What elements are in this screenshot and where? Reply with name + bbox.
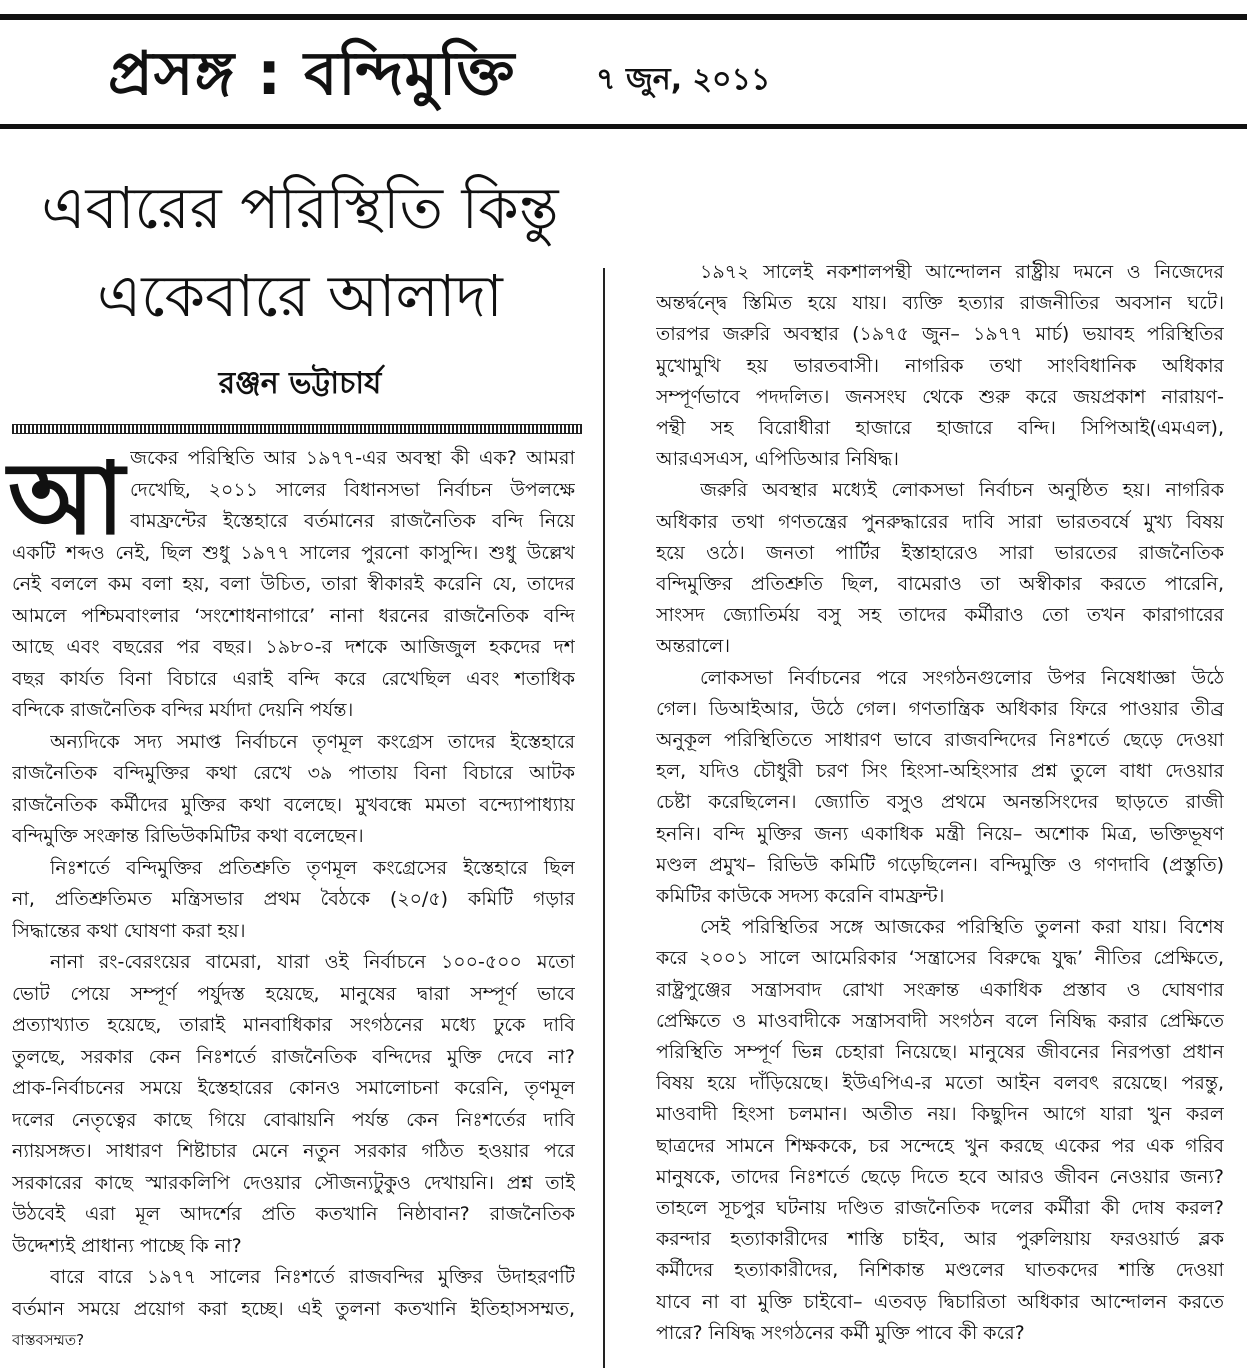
article-line: বাস্তবসম্মত? (12, 1331, 85, 1349)
article-line: অন্তরালে। (656, 635, 731, 658)
article-line: তুলছে, সরকার কেন নিঃশর্তে রাজনৈতিক বন্দিদের মুক্তি দেবে না? (12, 1045, 575, 1068)
article-line: ভোট পেয়ে সম্পূর্ণ পর্যুদস্ত হয়েছে, মানুষের দ্বারা সম্পূর্ণ ভাবে (12, 982, 575, 1005)
article-line: রাজনৈতিক বন্দিমুক্তির কথা রেখে ৩৯ পাতায় বিনা বিচারে আটক (12, 762, 575, 784)
article-line: পারে? নিষিদ্ধ সংগঠনের কর্মী মুক্তি পাবে কী করে? (656, 1321, 1025, 1344)
article-line: দলের নেতৃত্বের কাছে গিয়ে বোঝায়নি পর্যন্ত কেন নিঃশর্তের দাবি (12, 1108, 575, 1131)
article-line: রাষ্ট্রপুঞ্জের সন্ত্রাসবাদ রোখা সংক্রান্ত একাধিক প্রস্তাব ও ঘোষণার (656, 978, 1224, 1001)
article-line: সরকারের কাছে স্মারকলিপি দেওয়ার সৌজন্যটুকুও দেখায়নি। প্রশ্ন তাই (12, 1171, 575, 1194)
article-line: রাজনৈতিক কর্মীদের মুক্তির কথা বলেছে। মুখবন্ধে মমতা বন্দ্যোপাধ্যায় (12, 793, 575, 816)
article-line: জরুরি অবস্থার মধ্যেই লোকসভা নির্বাচন অনুষ্ঠিত হয়। নাগরিক (700, 479, 1224, 502)
article-line: যাবে না বা মুক্তি চাইবো– এতবড় দ্বিচারিতা অধিকার আন্দোলন করতে (656, 1290, 1224, 1313)
article-line: করন্দার হত্যাকারীদের শাস্তি চাইব, আর পুরুলিয়ায় ফরওয়ার্ড ব্লক (656, 1228, 1224, 1251)
article-line: করে ২০০১ সালে আমেরিকার ‘সন্ত্রাসের বিরুদ্ধে যুদ্ধ’ নীতির প্রেক্ষিতে, (656, 947, 1224, 970)
column-divider (603, 268, 605, 1368)
article-line: বিষয় হয়ে দাঁড়িয়েছে। ইউএপিএ-র মতো আইন বলবৎ রয়েছে। পরন্তু, (656, 1072, 1224, 1095)
article-line: প্রেক্ষিতে ও মাওবাদীকে সন্ত্রাসবাদী সংগঠন বলে নিষিদ্ধ করার প্রেক্ষিতে (656, 1009, 1224, 1032)
article-line: প্রত্যাখ্যাত হয়েছে, তারাই মানবাধিকার সংগঠনের মধ্যে ঢুকে দাবি (12, 1014, 575, 1036)
article-line: বারে বারে ১৯৭৭ সালের নিঃশর্তে রাজবন্দির মুক্তির উদাহরণটি (50, 1266, 575, 1288)
article-line: নানা রং-বেরংয়ের বামেরা, যারা ওই নির্বাচনে ১০০-৫০০ মতো (50, 951, 575, 973)
top-rule (0, 14, 1247, 20)
article-line: মানুষকে, তাদের নিঃশর্তে ছেড়ে দিতে হবে আরও জীবন নেওয়ার জন্য? (656, 1165, 1224, 1188)
article-line: পন্থী সহ বিরোধীরা হাজারে হাজারে বন্দি। সিপিআই(এমএল), (656, 417, 1224, 439)
article-line: তাহলে সূচপুর ঘটনায় দণ্ডিত রাজনৈতিক দলের কর্মীরা কী দোষ করল? (656, 1197, 1224, 1219)
article-line: গেল। ডিআইআর, উঠে গেল। গণতান্ত্রিক অধিকার ফিরে পাওয়ার তীব্র (656, 697, 1224, 720)
article-line: মাওবাদী হিংসা চলমান। অতীত নয়। কিছুদিন আগে যারা খুন করল (656, 1103, 1224, 1126)
article-line: ন্যায়সঙ্গত। সাধারণ শিষ্টাচার মেনে নতুন সরকার গঠিত হওয়ার পরে (12, 1140, 575, 1162)
article-line: পরিস্থিতি সম্পূর্ণ ভিন্ন চেহারা নিয়েছে। মানুষের জীবনের নিরপত্তা প্রধান (656, 1041, 1224, 1063)
article-line: অধিকার তথা গণতন্ত্রের পুনরুদ্ধারের দাবি সারা ভারতবর্ষে মুখ্য বিষয় (656, 510, 1224, 533)
article-line: সম্পূর্ণভাবে পদদলিত। জনসংঘ থেকে শুরু করে জয়প্রকাশ নারায়ণ- (656, 385, 1224, 408)
article-line: একটি শব্দও নেই, ছিল শুধু ১৯৭৭ সালের পুরনো কাসুন্দি। শুধু উল্লেখ (12, 541, 575, 564)
article-line: আরএসএস, এপিডিআর নিষিদ্ধ। (656, 448, 899, 471)
article-line: কর্মীদের হত্যাকারীদের, নিশিকান্ত মণ্ডলের ঘাতকদের শাস্তি দেওয়া (656, 1259, 1224, 1282)
article-line: লোকসভা নির্বাচনের পরে সংগঠনগুলোর উপর নিষেধাজ্ঞা উঠে (700, 666, 1224, 689)
article-line: মণ্ডল প্রমুখ– রিভিউ কমিটি গড়েছিলেন। বন্দিমুক্তি ও গণদাবি (প্রস্তুতি) (656, 853, 1224, 876)
drop-cap: আ (8, 440, 125, 557)
author-byline: রঞ্জন ভট্টাচার্য (218, 366, 382, 401)
article-line: বামফ্রন্টের ইস্তেহারে বর্তমানের রাজনৈতিক বন্দি নিয়ে (130, 510, 575, 532)
article-line: হল, যদিও চৌধুরী চরণ সিং হিংসা-অহিংসার প্রশ্ন তুলে বাধা দেওয়ার (656, 760, 1224, 783)
article-line: না, প্রতিশ্রুতিমত মন্ত্রিসভার প্রথম বৈঠকে (২০/৫) কমিটি গড়ার (12, 888, 575, 910)
headline-line-1: এবারের পরিস্থিতি কিন্তু (41, 174, 559, 242)
article-line: অন্তর্দ্বন্দ্বে স্তিমিত হয়ে যায়। ব্যক্তি হত্যার রাজনীতির অবসান ঘটে। (656, 292, 1224, 315)
article-line: অন্যদিকে সদ্য সমাপ্ত নির্বাচনে তৃণমূল কংগ্রেস তাদের ইস্তেহারে (50, 730, 575, 753)
article-line: চেষ্টা করেছিলেন। জ্যোতি বসুও প্রথমে অনন্তসিংদের ছাড়তে রাজী (656, 791, 1224, 814)
article-line: সিদ্ধান্তের কথা ঘোষণা করা হয়। (12, 919, 246, 942)
article-line: ১৯৭২ সালেই নকশালপন্থী আন্দোলন রাষ্ট্রীয় দমনে ও নিজেদের (700, 261, 1224, 283)
article-line: বন্দিকে রাজনৈতিক বন্দির মর্যাদা দেয়নি পর্যন্ত। (12, 699, 354, 721)
article-line: উদ্দেশ্যই প্রাধান্য পাচ্ছে কি না? (12, 1234, 242, 1257)
article-line: নেই বললে কম বলা হয়, বলা উচিত, তারা স্বীকারই করেনি যে, তাদের (12, 573, 575, 595)
article-line: কমিটির কাউকে সদস্য করেনি বামফ্রন্ট। (656, 885, 945, 907)
article-line: তারপর জরুরি অবস্থার (১৯৭৫ জুন– ১৯৭৭ মার্চ) ভয়াবহ পরিস্থিতির (656, 323, 1224, 346)
article-line: বন্দিমুক্তির প্রতিশ্রুতি ছিল, বামেরাও তা অস্বীকার করতে পারেনি, (656, 573, 1224, 595)
masthead-rule (0, 124, 1247, 129)
article-line: দেখেছি, ২০১১ সালের বিধানসভা নির্বাচন উপলক্ষে (130, 478, 575, 501)
article-line: আছে এবং বছরের পর বছর। ১৯৮০-র দশকে আজিজুল হকদের দশ (12, 636, 575, 658)
article-line: আমলে পশ্চিমবাংলার ‘সংশোধনাগারে’ নানা ধরনের রাজনৈতিক বন্দি (12, 604, 575, 627)
article-line: ছাত্রদের সামনে শিক্ষককে, চর সন্দেহে খুন করছে একের পর এক গরিব (656, 1134, 1224, 1157)
article-line: হননি। বন্দি মুক্তির জন্য একাধিক মন্ত্রী নিয়ে– অশোক মিত্র, ভক্তিভূষণ (656, 822, 1224, 845)
article-line: মুখোমুখি হয় ভারতবাসী। নাগরিক তথা সাংবিধানিক অধিকার (656, 354, 1224, 377)
article-line: অনুকূল পরিস্থিতিতে সাধারণ ভাবে রাজবন্দিদের নিঃশর্তে ছেড়ে দেওয়া (656, 729, 1224, 751)
article-line: বন্দিমুক্তি সংক্রান্ত রিভিউকমিটির কথা বলেছেন। (12, 825, 364, 847)
article-line: নিঃশর্তে বন্দিমুক্তির প্রতিশ্রুতি তৃণমূল কংগ্রেসের ইস্তেহারে ছিল (50, 856, 575, 879)
byline-divider (12, 424, 582, 434)
article-line: উঠবেই এরা মূল আদর্শের প্রতি কতখানি নিষ্ঠাবান? রাজনৈতিক (12, 1203, 575, 1225)
article-line: সেই পরিস্থিতির সঙ্গে আজকের পরিস্থিতি তুলনা করা যায়। বিশেষ (700, 916, 1224, 939)
article-line: হয়ে ওঠে। জনতা পার্টির ইস্তাহারেও সারা ভারতের রাজনৈতিক (656, 541, 1224, 564)
article-line: সাংসদ জ্যোতির্ময় বসু সহ তাদের কর্মীরাও তো তখন কারাগারের (656, 604, 1224, 627)
publication-date: ৭ জুন, ২০১১ (596, 62, 771, 97)
article-line: বছর কার্যত বিনা বিচারে এরাই বন্দি করে রেখেছিল এবং শতাধিক (12, 667, 575, 690)
article-line: প্রাক-নির্বাচনের সময়ে ইস্তেহারের কোনও সমালোচনা করেনি, তৃণমূল (12, 1077, 575, 1099)
headline-line-2: একেবারে আলাদা (97, 262, 503, 330)
article-line: বর্তমান সময়ে প্রয়োগ করা হচ্ছে। এই তুলনা কতখানি ইতিহাসসম্মত, (12, 1297, 575, 1320)
article-line: জকের পরিস্থিতি আর ১৯৭৭-এর অবস্থা কী এক? আমরা (130, 447, 575, 469)
section-masthead: প্রসঙ্গ : বন্দিমুক্তি (108, 39, 516, 109)
